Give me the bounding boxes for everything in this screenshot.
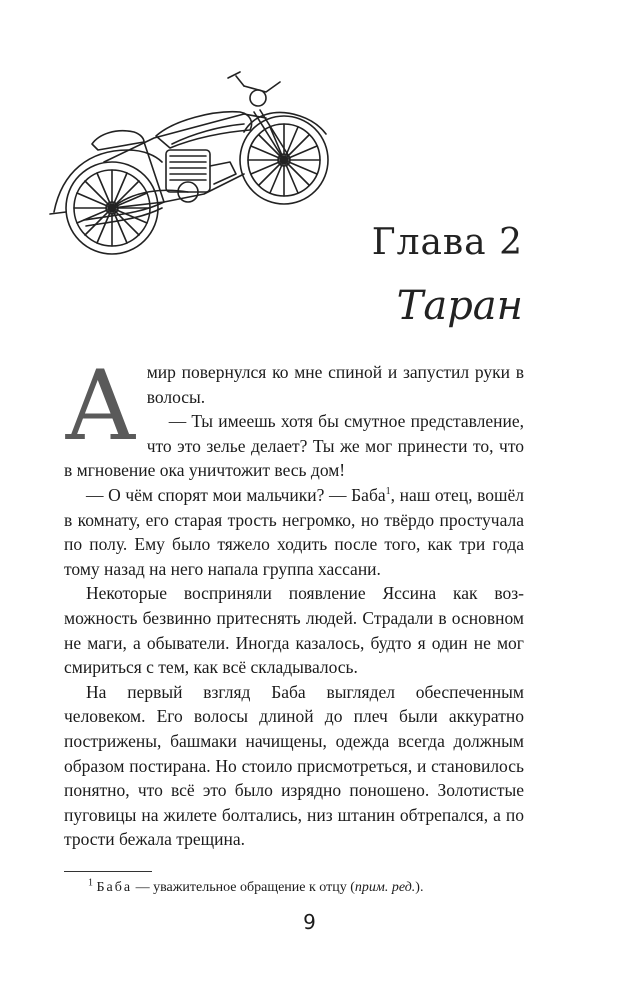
paragraph-3 bbox=[64, 483, 524, 581]
paragraph-3-rest: , наш отец, вошёл в комнату, его старая трость негромко, но твёрдо простучала по полу. Ему было тяжело ходить после того, как три года тому назад на него напала группа хассани. bbox=[64, 484, 524, 579]
paragraph-5: На первый взгляд Баба выглядел обеспеченным человеком. Его волосы длиной до плеч были аккуратно пострижены, башмаки начищены, одежда всегда должным образом постирана. Но стоило присмотреться, и становилось понятно, что всё это было изрядно поношено. Золотистые пуговицы на жилете болтались, низ штанин обтрепался, а по трости бежала трещина. bbox=[64, 681, 524, 850]
motorcycle-illustration bbox=[44, 62, 344, 272]
chapter-text bbox=[64, 350, 524, 852]
footnote-divider bbox=[64, 871, 152, 872]
footnote bbox=[88, 877, 528, 896]
footnote-note: прим. ред. bbox=[354, 880, 416, 895]
drop-cap: А bbox=[64, 350, 137, 462]
chapter-number: Глава 2 bbox=[371, 222, 523, 263]
paragraph-1-text: мир повернулся ко мне спиной и запустил руки в волосы. bbox=[146, 362, 524, 407]
footnote-end: ). bbox=[415, 880, 424, 895]
paragraph-3-start: — О чём спорят мои мальчики? — Баба bbox=[86, 484, 386, 505]
page-number: 9 bbox=[303, 910, 316, 934]
footnote-mark: 1 bbox=[88, 877, 93, 889]
footnote-text: — уважительное обращение к отцу ( bbox=[132, 880, 355, 895]
chapter-title: Таран bbox=[396, 283, 523, 329]
footnote-term: Баба bbox=[96, 880, 133, 895]
paragraph-4: Некоторые восприняли появление Яссина как возможность безвинно притеснять людей. Страдали в основном не маги, а обыватели. Иногда казалось, будто я один не мог смириться с тем, как всё складывалось. bbox=[64, 583, 524, 678]
paragraph-2: — Ты имеешь хотя бы смутное представление, что это зелье делает? Ты же мог принести то, что в мгновение ока уничтожит весь дом! bbox=[64, 411, 524, 481]
footnote-reference[interactable]: 1 bbox=[385, 486, 391, 498]
